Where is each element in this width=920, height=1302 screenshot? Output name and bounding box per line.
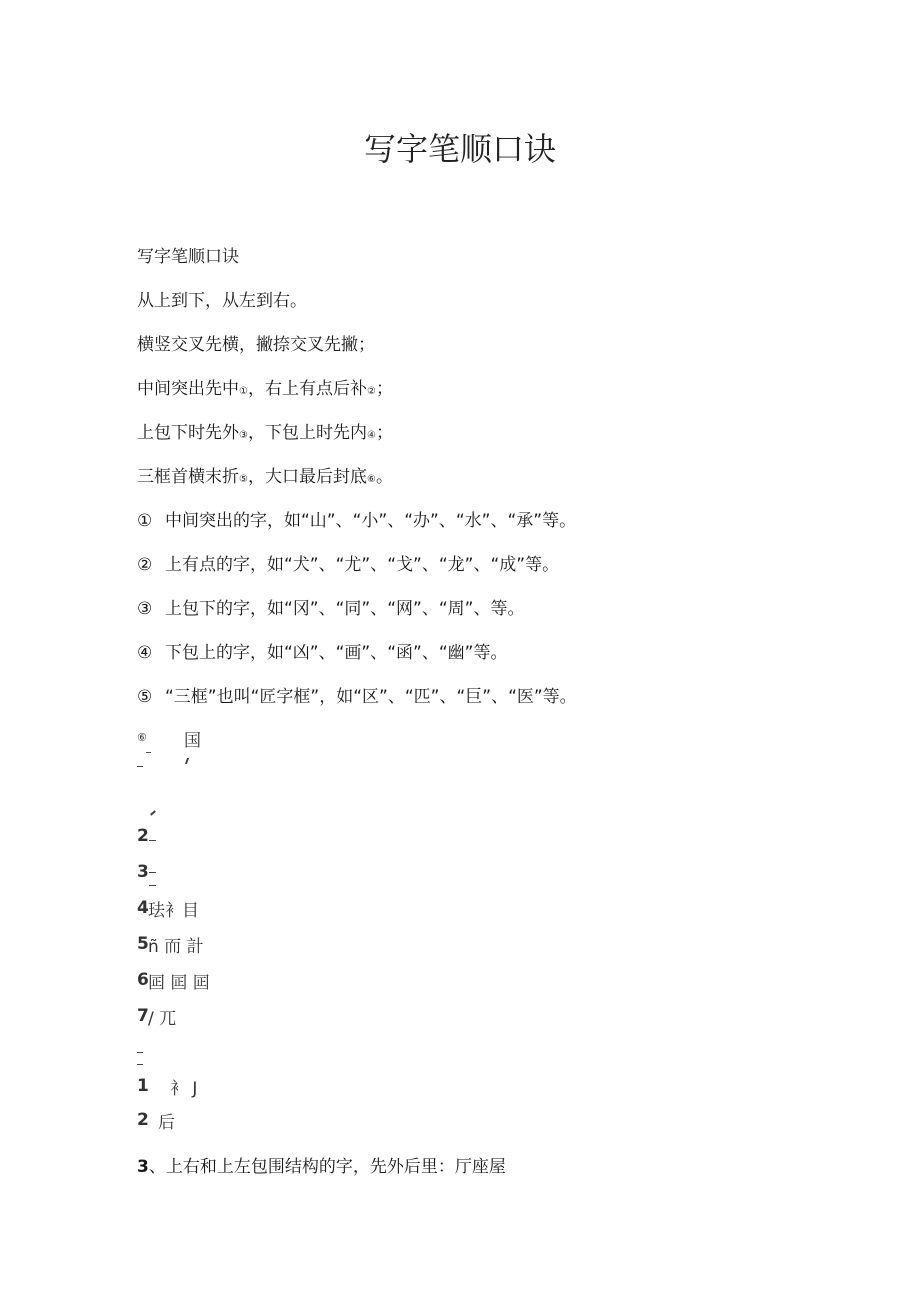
fragment-mark [149,872,156,886]
fragment-num: 3 [137,862,149,882]
note-number: ② [137,555,153,575]
fragment-glyph [184,730,201,751]
fragment-num: 5 [137,934,149,954]
fragment-glyph [148,972,210,994]
rhyme-text: 三框首横末折 [137,467,239,487]
note-text: 下包上的字，如“凶”、“画”、“函”、“幽”等。 [165,643,508,663]
note-1 [137,510,576,532]
note-text: 中间突出的字，如“山”、“小”、“办”、“水”、“承”等。 [165,511,577,531]
fragment-mark [185,758,189,764]
footnote-mark: ③ [239,430,248,441]
footnote-mark: ① [239,386,248,397]
fragment-glyph [158,1112,175,1134]
footnote-mark: ④ [366,430,376,441]
rhyme-line-2 [137,334,375,356]
note-number: ④ [137,643,153,663]
footnote-mark: ② [366,386,376,397]
fragment-mark [149,840,156,841]
fragment-num: 2 [137,826,149,846]
rhyme-text: ； [375,379,393,399]
rhyme-text: 中间突出先中 [137,379,239,399]
fragment-num: 2 [137,1110,149,1130]
fragment-text: ñ 而 計 [148,937,204,957]
footnote-mark: ⑥ [366,474,376,485]
note-number: ⑤ [137,687,153,707]
rhyme-text: 上包下时先外 [137,423,239,443]
fragment-text: 后 [158,1113,175,1133]
rhyme-text: 横竖交叉先横，撇捺交叉先撇； [137,335,375,355]
note-number: ① [137,511,153,531]
fragment-text: 衤 J [170,1079,198,1099]
fragment-text: 国 [184,731,201,751]
page-title: 写字笔顺口诀 [363,130,556,168]
fragment-text: / 兀 [148,1009,177,1029]
fragment-mark [137,1064,143,1065]
fragment-glyph [148,1008,196,1030]
rule-text: 、上右和上左包围结构的字，先外后里：厅座屋 [148,1157,506,1177]
rule-3 [137,1156,506,1178]
fragment-num: 6 [137,970,149,990]
fragment-text: 囸 囸 囸 [148,973,210,993]
note-text: “三框”也叫“匠字框”，如“区”、“匹”、“巨”、“医”等。 [165,687,577,707]
fragment-mark [137,766,143,767]
rhyme-text: ； [375,423,393,443]
fragment-note-6: ⑥ [137,731,147,744]
rhyme-text: ，下包上时先内 [247,423,367,443]
fragment-num: 4 [137,898,149,918]
rule-number: 3 [137,1157,149,1177]
fragment-glyph [170,1078,200,1100]
fragment-mark [150,810,156,815]
fragment-num: 7 [137,1006,149,1026]
note-text: 上包下的字，如“冈”、“同”、“网”、“周”、等。 [165,599,525,619]
note-2 [137,554,559,576]
rhyme-line-1 [137,290,307,312]
rhyme-line-3 [137,378,393,403]
rhyme-line-4 [137,422,393,447]
note-4 [137,642,507,664]
fragment-mark [146,752,151,753]
note-3 [137,598,524,620]
fragment-glyph [148,936,204,958]
rhyme-text: 从上到下，从左到右。 [137,291,307,311]
rhyme-text: ，右上有点后补 [247,379,367,399]
fragment-text: 珐衤目 [148,901,199,921]
note-number: ③ [137,599,153,619]
fragment-glyph [148,900,199,922]
rhyme-line-5 [137,466,393,491]
note-text: 上有点的字，如“犬”、“尤”、“戈”、“龙”、“成”等。 [165,555,560,575]
fragment-num: 1 [137,1076,149,1096]
footnote-mark: ⑤ [239,474,248,485]
rhyme-text: ，大口最后封底 [247,467,367,487]
rhyme-text: 。 [375,467,393,487]
subtitle: 写字笔顺口诀 [137,247,239,267]
fragment-mark [137,1052,143,1053]
note-5 [137,686,577,708]
